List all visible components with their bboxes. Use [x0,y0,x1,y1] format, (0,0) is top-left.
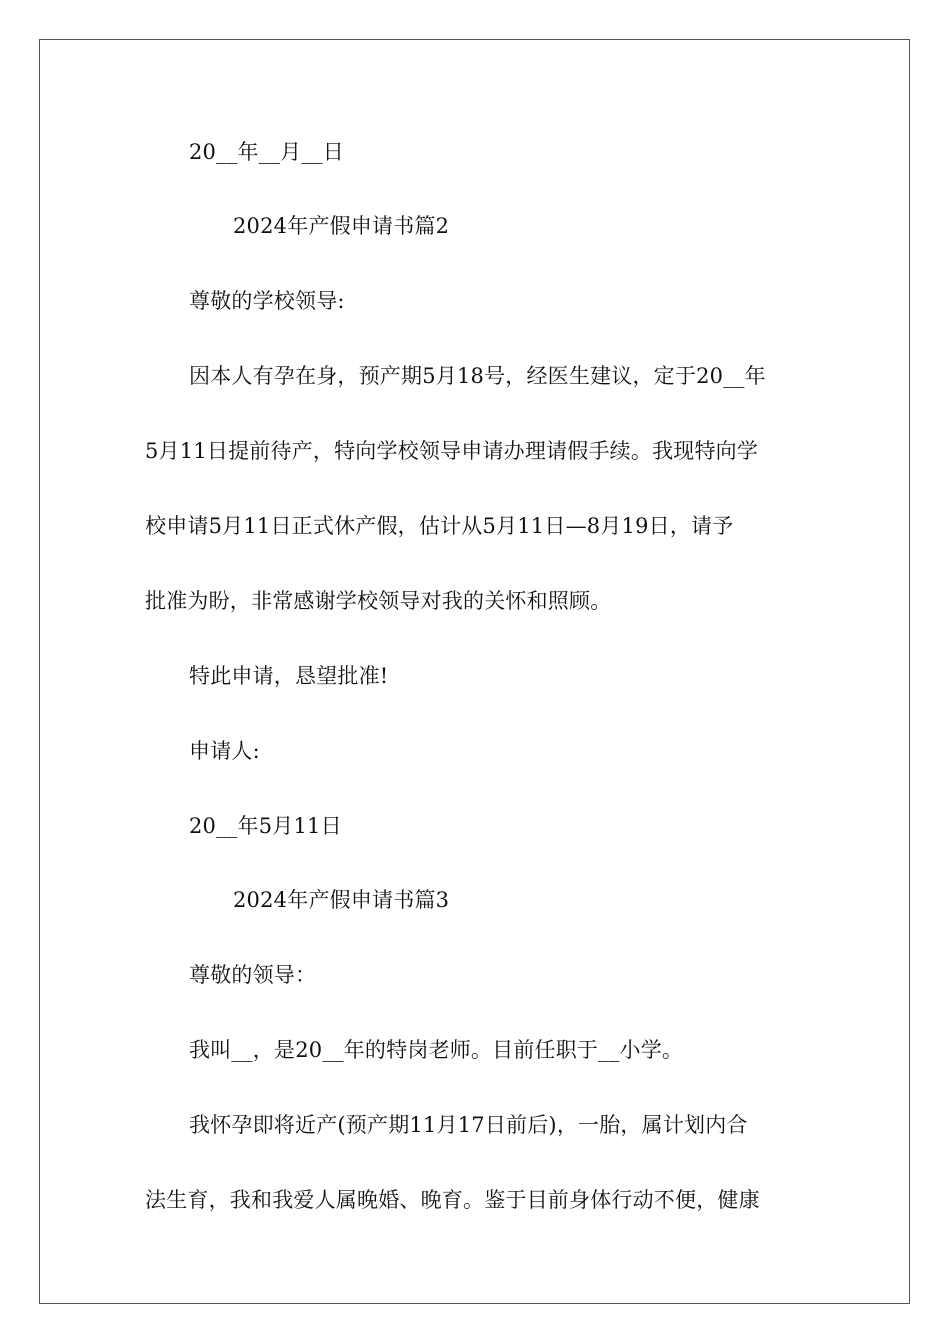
section-title-3: 2024年产假申请书篇3 [233,888,450,912]
closing-request: 特此申请，恳望批准! [189,664,389,688]
applicant-label: 申请人: [189,739,260,763]
body-paragraph-line: 校申请5月11日正式休产假，估计从5月11日—8月19日，请予 [145,514,734,538]
salutation-leaders: 尊敬的领导： [189,963,317,987]
date-line: 20__年5月11日 [189,814,342,838]
body-paragraph-line: 5月11日提前待产，特向学校领导申请办理请假手续。我现特向学 [145,439,759,463]
body-paragraph-line: 批准为盼，非常感谢学校领导对我的关怀和照顾。 [145,589,612,613]
body-paragraph-line: 因本人有孕在身，预产期5月18号，经医生建议，定于20__年 [189,364,766,388]
body-paragraph-line: 法生育，我和我爱人属晚婚、晚育。鉴于目前身体行动不便，健康 [145,1188,760,1212]
body-paragraph-line: 我叫__，是20__年的特岗老师。目前任职于__小学。 [189,1038,684,1062]
date-line-blank: 20__年__月__日 [189,140,344,164]
body-paragraph-line: 我怀孕即将近产(预产期11月17日前后)，一胎，属计划内合 [189,1113,748,1137]
salutation-school-leaders: 尊敬的学校领导: [189,289,345,313]
section-title-2: 2024年产假申请书篇2 [233,214,450,238]
